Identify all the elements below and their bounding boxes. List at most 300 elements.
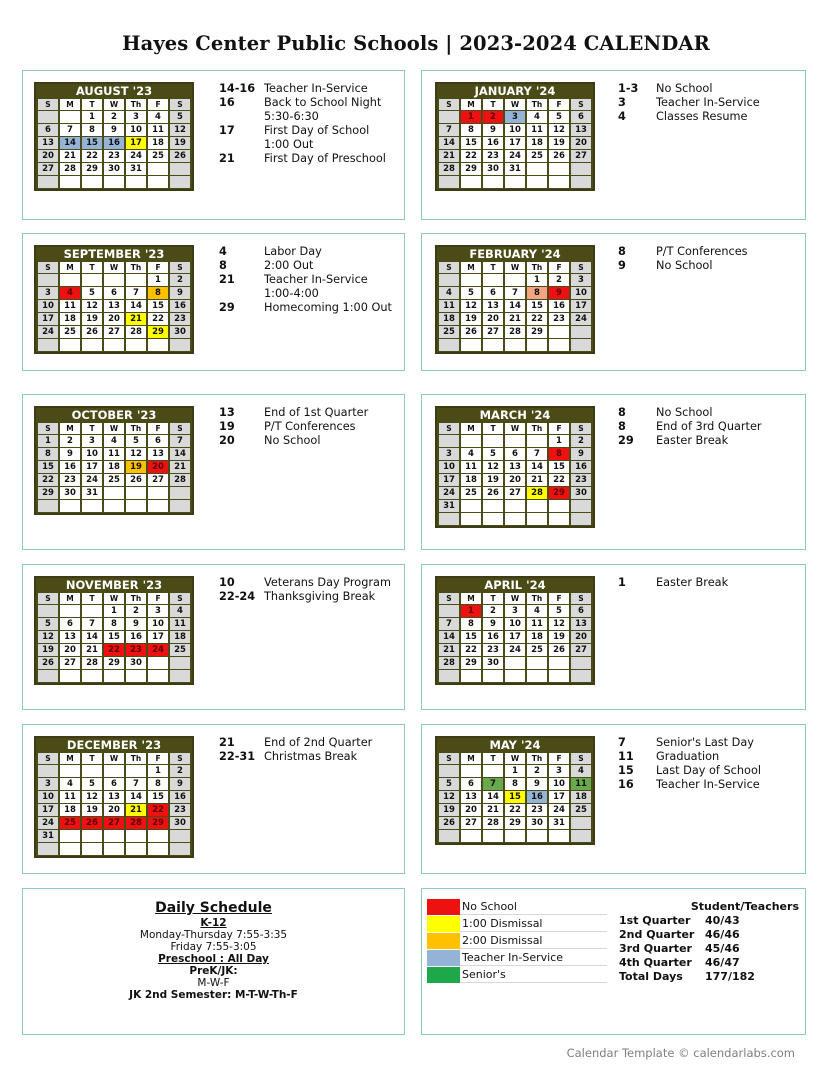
weekday-header: F [148, 99, 168, 110]
empty-cell [461, 830, 481, 842]
day-cell: 1 [527, 274, 547, 286]
day-cell: 30 [170, 326, 190, 338]
day-cell: 30 [527, 817, 547, 829]
day-cell: 5 [82, 287, 102, 299]
empty-cell [104, 765, 124, 777]
day-cell: 20 [60, 644, 80, 656]
month-name: MARCH '24 [479, 408, 551, 422]
day-cell: 11 [439, 300, 459, 312]
day-cell: 16 [483, 137, 503, 149]
day-cell: 19 [126, 461, 146, 473]
day-cell: 29 [38, 487, 58, 499]
weekday-header: M [60, 753, 80, 764]
empty-cell [170, 500, 190, 512]
weekday-header: S [38, 593, 58, 604]
day-cell: 26 [82, 326, 102, 338]
day-cell: 27 [148, 474, 168, 486]
day-cell: 19 [483, 474, 503, 486]
day-cell: 3 [148, 605, 168, 617]
day-cell: 10 [148, 618, 168, 630]
empty-cell [38, 765, 58, 777]
weekday-header: W [505, 753, 525, 764]
day-cell: 23 [483, 150, 503, 162]
day-cell: 17 [38, 804, 58, 816]
weekday-header: F [148, 423, 168, 434]
weekday-header: F [148, 753, 168, 764]
month-calendar [435, 406, 595, 528]
day-cell: 3 [126, 111, 146, 123]
event-date: 8 [618, 406, 626, 419]
weekday-header: T [82, 593, 102, 604]
event-text: No School [656, 259, 713, 272]
event-date: 15 [618, 764, 634, 777]
day-cell: 21 [60, 150, 80, 162]
weekday-header: W [505, 262, 525, 273]
day-cell: 25 [60, 817, 80, 829]
event-date: 4 [618, 110, 626, 123]
empty-cell [549, 500, 569, 512]
empty-cell [60, 605, 80, 617]
day-cell: 7 [439, 124, 459, 136]
weekday-header: F [549, 99, 569, 110]
empty-cell [571, 176, 591, 188]
event-text: 2:00 Out [264, 259, 314, 272]
event-text: Graduation [656, 750, 720, 763]
day-cell: 18 [439, 313, 459, 325]
empty-cell [439, 339, 459, 351]
day-cell: 27 [571, 150, 591, 162]
month-name: FEBRUARY '24 [469, 247, 561, 261]
empty-cell [527, 830, 547, 842]
empty-cell [60, 500, 80, 512]
empty-cell [82, 843, 102, 855]
day-cell: 12 [549, 124, 569, 136]
day-cell: 26 [170, 150, 190, 162]
day-cell: 7 [170, 435, 190, 447]
day-cell: 24 [505, 150, 525, 162]
empty-cell [126, 487, 146, 499]
day-cell: 24 [571, 313, 591, 325]
day-cell: 13 [571, 618, 591, 630]
day-cell: 16 [126, 631, 146, 643]
event-text: P/T Conferences [264, 420, 356, 433]
day-cell: 13 [60, 631, 80, 643]
empty-cell [82, 670, 102, 682]
day-cell: 13 [505, 461, 525, 473]
weekday-header: M [461, 593, 481, 604]
weekday-header: Th [527, 753, 547, 764]
weekday-header: Th [527, 593, 547, 604]
day-cell: 9 [571, 448, 591, 460]
day-cell: 18 [571, 791, 591, 803]
day-cell: 7 [439, 618, 459, 630]
day-cell: 25 [461, 487, 481, 499]
day-cell: 3 [549, 765, 569, 777]
day-cell: 22 [38, 474, 58, 486]
day-cell: 12 [38, 631, 58, 643]
empty-cell [38, 176, 58, 188]
day-cell: 21 [439, 150, 459, 162]
day-cell: 30 [126, 657, 146, 669]
month-name: DECEMBER '23 [66, 738, 162, 752]
weekday-header: Th [527, 262, 547, 273]
day-cell: 9 [104, 124, 124, 136]
event-date: 3 [618, 96, 626, 109]
weekday-header: S [170, 262, 190, 273]
empty-cell [527, 339, 547, 351]
event-text: End of 3rd Quarter [656, 420, 762, 433]
empty-cell [571, 817, 591, 829]
empty-cell [148, 830, 168, 842]
empty-cell [170, 830, 190, 842]
event-text: 5:30-6:30 [264, 110, 319, 123]
day-cell: 2 [126, 605, 146, 617]
day-cell: 20 [505, 474, 525, 486]
month-calendar [34, 245, 194, 354]
event-text: No School [264, 434, 321, 447]
empty-cell [82, 339, 102, 351]
empty-cell [461, 339, 481, 351]
day-cell: 23 [60, 474, 80, 486]
day-cell: 10 [38, 300, 58, 312]
empty-cell [527, 176, 547, 188]
day-cell: 21 [439, 644, 459, 656]
empty-cell [527, 657, 547, 669]
empty-cell [38, 339, 58, 351]
day-cell: 20 [461, 804, 481, 816]
stats-value: 177/182 [705, 970, 755, 983]
day-cell: 22 [148, 313, 168, 325]
empty-cell [549, 670, 569, 682]
day-cell: 12 [126, 448, 146, 460]
schedule-mon-thu: Monday-Thursday 7:55-3:35 [139, 929, 288, 941]
day-cell: 4 [170, 605, 190, 617]
weekday-header: T [483, 262, 503, 273]
empty-cell [148, 163, 168, 175]
day-cell: 9 [549, 287, 569, 299]
empty-cell [148, 176, 168, 188]
stats-row [619, 928, 809, 942]
day-cell: 21 [126, 804, 146, 816]
empty-cell [549, 513, 569, 525]
day-cell: 19 [170, 137, 190, 149]
day-cell: 13 [104, 791, 124, 803]
day-cell: 27 [104, 817, 124, 829]
day-cell: 23 [571, 474, 591, 486]
legend [427, 899, 607, 998]
day-cell: 20 [571, 137, 591, 149]
day-cell: 11 [60, 791, 80, 803]
day-cell: 1 [461, 111, 481, 123]
day-cell: 21 [82, 644, 102, 656]
weekday-header: S [439, 753, 459, 764]
event-text: Teacher In-Service [656, 778, 760, 791]
day-cell: 10 [82, 448, 102, 460]
day-cell: 18 [148, 137, 168, 149]
day-cell: 7 [527, 448, 547, 460]
day-cell: 27 [38, 163, 58, 175]
day-cell: 15 [82, 137, 102, 149]
empty-cell [439, 830, 459, 842]
empty-cell [170, 843, 190, 855]
day-cell: 13 [483, 300, 503, 312]
day-cell: 21 [505, 313, 525, 325]
stats-value: 40/43 [705, 914, 740, 927]
weekday-header: W [104, 593, 124, 604]
event-date: 22-24 [219, 590, 256, 603]
month-calendar [435, 736, 595, 845]
empty-cell [439, 605, 459, 617]
stats-label: 3rd Quarter [619, 942, 692, 955]
empty-cell [505, 339, 525, 351]
day-cell: 9 [126, 618, 146, 630]
event-text: Teacher In-Service [656, 96, 760, 109]
weekday-header: S [439, 262, 459, 273]
empty-cell [82, 176, 102, 188]
weekday-header: F [148, 262, 168, 273]
stats-label: 2nd Quarter [619, 928, 695, 941]
day-cell: 5 [82, 778, 102, 790]
day-cell: 15 [461, 137, 481, 149]
empty-cell [505, 274, 525, 286]
event-text: 1:00 Out [264, 138, 314, 151]
event-date: 1-3 [618, 82, 639, 95]
weekday-header: S [38, 99, 58, 110]
legend-swatch [427, 899, 460, 915]
month-calendar [435, 82, 595, 191]
day-cell: 24 [439, 487, 459, 499]
day-cell: 30 [170, 817, 190, 829]
day-cell: 8 [82, 124, 102, 136]
weekday-header: M [461, 262, 481, 273]
day-cell: 25 [60, 326, 80, 338]
month-name: OCTOBER '23 [71, 408, 157, 422]
day-cell: 8 [104, 618, 124, 630]
day-cell: 24 [505, 644, 525, 656]
day-cell: 5 [461, 287, 481, 299]
month-calendar [435, 245, 595, 354]
stats-label: 1st Quarter [619, 914, 691, 927]
weekday-header: W [104, 99, 124, 110]
day-cell: 12 [82, 791, 102, 803]
weekday-header: Th [126, 753, 146, 764]
empty-cell [505, 176, 525, 188]
day-cell: 27 [60, 657, 80, 669]
weekday-header: T [82, 753, 102, 764]
empty-cell [104, 843, 124, 855]
empty-cell [483, 176, 503, 188]
day-cell: 10 [439, 461, 459, 473]
day-cell: 29 [461, 163, 481, 175]
day-cell: 16 [170, 300, 190, 312]
stats-label: 4th Quarter [619, 956, 692, 969]
event-text: Last Day of School [656, 764, 762, 777]
empty-cell [104, 830, 124, 842]
day-cell: 12 [483, 461, 503, 473]
event-date: 16 [219, 96, 235, 109]
month-name: SEPTEMBER '23 [63, 247, 165, 261]
month-calendar [34, 576, 194, 685]
empty-cell [483, 500, 503, 512]
day-cell: 14 [126, 791, 146, 803]
empty-cell [170, 339, 190, 351]
day-cell: 5 [126, 435, 146, 447]
day-cell: 22 [104, 644, 124, 656]
day-cell: 28 [439, 657, 459, 669]
day-cell: 17 [148, 631, 168, 643]
empty-cell [60, 830, 80, 842]
day-cell: 30 [483, 657, 503, 669]
event-text: No School [656, 82, 713, 95]
weekday-header: Th [527, 423, 547, 434]
empty-cell [439, 274, 459, 286]
day-cell: 15 [148, 300, 168, 312]
empty-cell [461, 176, 481, 188]
weekday-header: S [439, 99, 459, 110]
schedule-prek: PreK/JK: [189, 965, 238, 977]
empty-cell [104, 274, 124, 286]
empty-cell [483, 830, 503, 842]
weekday-header: T [483, 423, 503, 434]
empty-cell [505, 657, 525, 669]
day-cell: 21 [527, 474, 547, 486]
weekday-header: W [505, 423, 525, 434]
empty-cell [571, 513, 591, 525]
day-cell: 8 [461, 618, 481, 630]
event-text: First Day of School [264, 124, 370, 137]
event-date: 16 [618, 778, 634, 791]
day-cell: 31 [439, 500, 459, 512]
day-cell: 25 [527, 644, 547, 656]
weekday-header: F [549, 593, 569, 604]
day-cell: 28 [82, 657, 102, 669]
day-cell: 20 [483, 313, 503, 325]
day-cell: 2 [549, 274, 569, 286]
day-cell: 2 [483, 605, 503, 617]
stats-row [619, 970, 809, 984]
weekday-header: S [571, 423, 591, 434]
day-cell: 24 [126, 150, 146, 162]
weekday-header: Th [126, 262, 146, 273]
day-cell: 13 [571, 124, 591, 136]
day-cell: 8 [148, 778, 168, 790]
empty-cell [38, 605, 58, 617]
weekday-header: W [104, 262, 124, 273]
weekday-header: S [571, 593, 591, 604]
day-cell: 4 [104, 435, 124, 447]
day-cell: 17 [82, 461, 102, 473]
day-cell: 3 [82, 435, 102, 447]
day-cell: 13 [148, 448, 168, 460]
day-cell: 15 [148, 791, 168, 803]
event-date: 20 [219, 434, 235, 447]
empty-cell [148, 500, 168, 512]
event-date: 13 [219, 406, 235, 419]
day-cell: 19 [461, 313, 481, 325]
day-cell: 29 [148, 326, 168, 338]
event-text: Homecoming 1:00 Out [264, 301, 392, 314]
event-text: Teacher In-Service [264, 273, 368, 286]
day-cell: 18 [527, 631, 547, 643]
day-cell: 16 [170, 791, 190, 803]
day-cell: 27 [483, 326, 503, 338]
empty-cell [82, 765, 102, 777]
day-cell: 24 [549, 804, 569, 816]
schedule-jk: JK 2nd Semester: M-T-W-Th-F [129, 989, 298, 1001]
weekday-header: Th [527, 99, 547, 110]
event-date: 11 [618, 750, 634, 763]
day-cell: 26 [483, 487, 503, 499]
event-date: 4 [219, 245, 227, 258]
day-cell: 19 [82, 313, 102, 325]
legend-label: 2:00 Dismissal [462, 934, 543, 947]
day-cell: 17 [439, 474, 459, 486]
empty-cell [126, 843, 146, 855]
legend-item [427, 899, 607, 915]
day-cell: 1 [505, 765, 525, 777]
day-cell: 3 [38, 287, 58, 299]
month-name: MAY '24 [489, 738, 541, 752]
day-cell: 25 [527, 150, 547, 162]
day-cell: 29 [527, 326, 547, 338]
day-cell: 26 [82, 817, 102, 829]
weekday-header: F [549, 262, 569, 273]
day-cell: 17 [38, 313, 58, 325]
empty-cell [461, 435, 481, 447]
event-text: Christmas Break [264, 750, 358, 763]
empty-cell [38, 500, 58, 512]
weekday-header: T [82, 423, 102, 434]
day-cell: 6 [461, 778, 481, 790]
day-cell: 9 [483, 124, 503, 136]
empty-cell [126, 339, 146, 351]
legend-label: Teacher In-Service [462, 951, 564, 964]
day-cell: 9 [170, 778, 190, 790]
empty-cell [505, 830, 525, 842]
day-cell: 8 [505, 778, 525, 790]
empty-cell [148, 670, 168, 682]
day-cell: 28 [439, 163, 459, 175]
month-name: APRIL '24 [484, 578, 546, 592]
day-cell: 28 [170, 474, 190, 486]
empty-cell [439, 111, 459, 123]
empty-cell [549, 326, 569, 338]
stats-value: 45/46 [705, 942, 740, 955]
day-cell: 27 [571, 644, 591, 656]
day-cell: 22 [148, 804, 168, 816]
day-cell: 12 [549, 618, 569, 630]
event-text: P/T Conferences [656, 245, 748, 258]
day-cell: 14 [439, 631, 459, 643]
weekday-header: T [82, 99, 102, 110]
weekday-header: W [104, 753, 124, 764]
empty-cell [126, 830, 146, 842]
empty-cell [104, 487, 124, 499]
event-date: 19 [219, 420, 235, 433]
empty-cell [82, 274, 102, 286]
empty-cell [60, 670, 80, 682]
day-cell: 20 [148, 461, 168, 473]
day-cell: 31 [549, 817, 569, 829]
empty-cell [104, 339, 124, 351]
legend-label: No School [462, 900, 517, 913]
day-cell: 6 [60, 618, 80, 630]
empty-cell [126, 274, 146, 286]
day-cell: 6 [38, 124, 58, 136]
day-cell: 7 [505, 287, 525, 299]
empty-cell [527, 435, 547, 447]
day-cell: 14 [126, 300, 146, 312]
